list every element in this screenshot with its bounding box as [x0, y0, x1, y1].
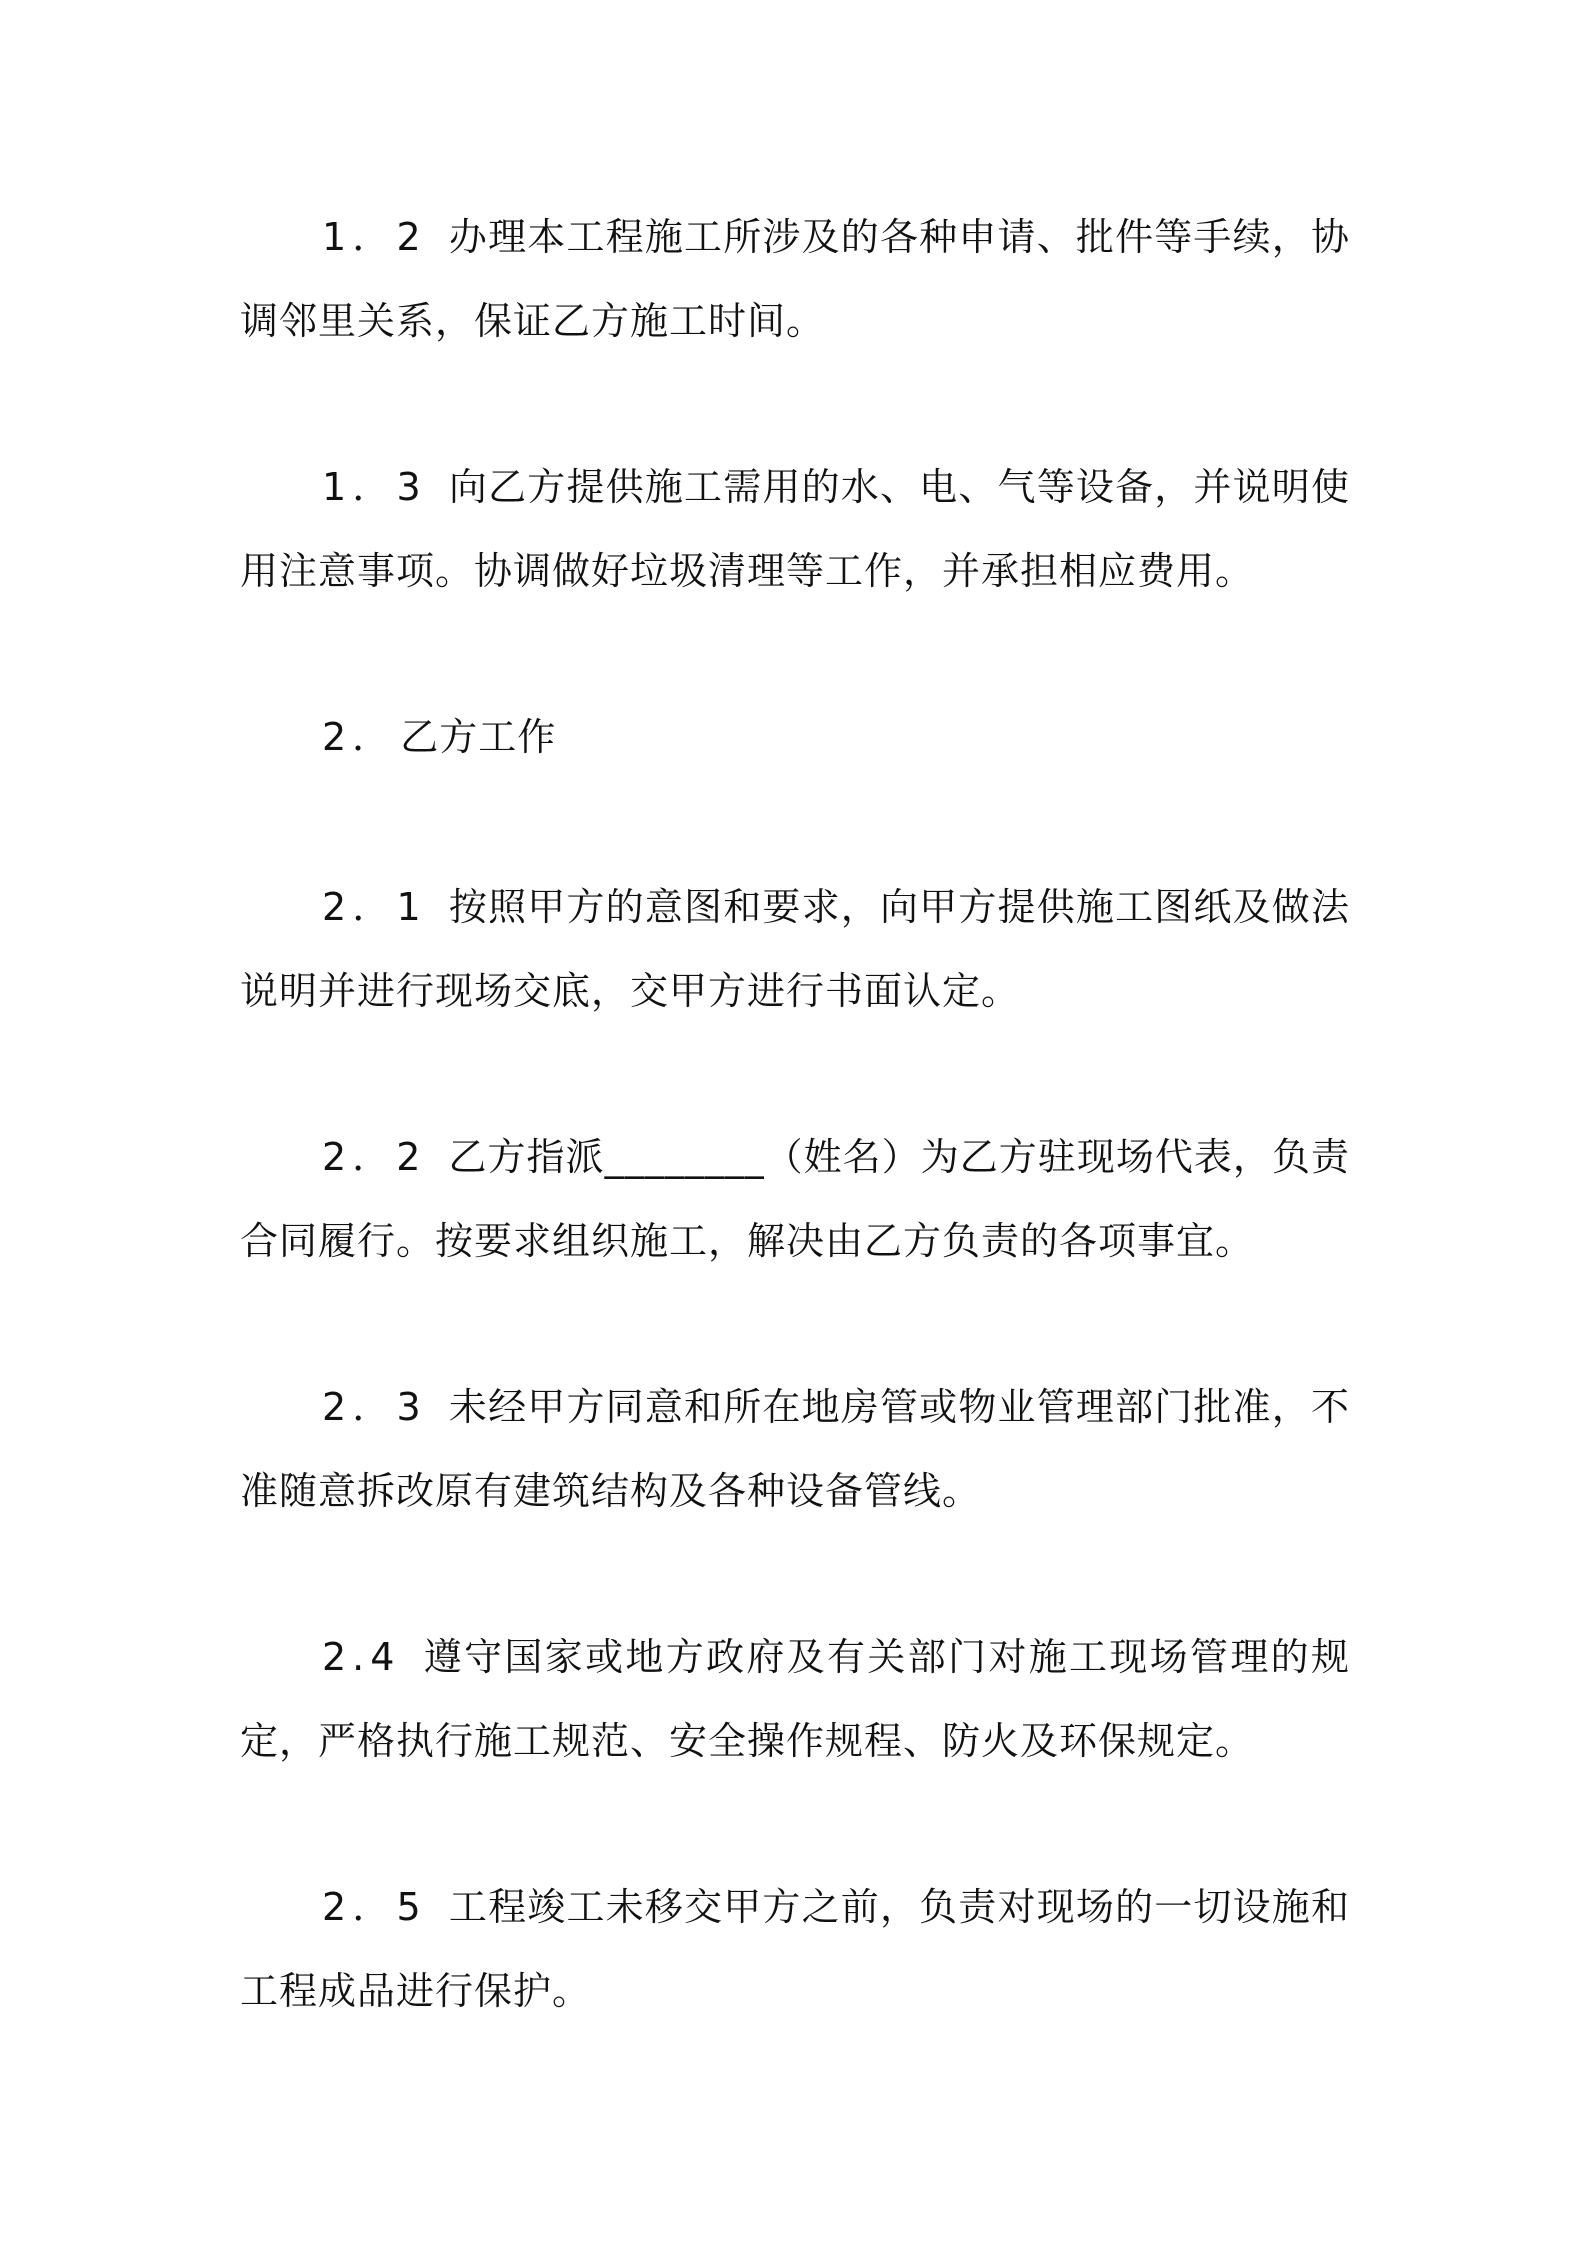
clause-number: 1．2	[322, 215, 427, 259]
section-number: 2．	[322, 715, 397, 759]
clause-number: 2．3	[322, 1385, 427, 1429]
clause-text: 工程竣工未移交甲方之前，负责对现场的一切设施和工程成品进行保护。	[240, 1885, 1350, 2013]
clause-number: 2.4	[322, 1635, 401, 1679]
clause-text: 未经甲方同意和所在地房管或物业管理部门批准，不准随意拆改原有建筑结构及各种设备管线。	[240, 1385, 1350, 1513]
clause-text: 遵守国家或地方政府及有关部门对施工现场管理的规定，严格执行施工规范、安全操作规程、防火及环保规定。	[240, 1635, 1350, 1763]
clause-text: 向乙方提供施工需用的水、电、气等设备，并说明使用注意事项。协调做好垃圾清理等工作，并承担相应费用。	[240, 465, 1350, 593]
clause-number: 2．1	[322, 885, 427, 929]
clause-number: 2．2	[322, 1135, 427, 1179]
clause-number: 1．3	[322, 465, 427, 509]
clause-2-3	[240, 1365, 1350, 1533]
clause-2-1	[240, 865, 1350, 1033]
clause-1-2	[240, 195, 1350, 363]
clause-text: 按照甲方的意图和要求，向甲方提供施工图纸及做法说明并进行现场交底，交甲方进行书面认定。	[240, 885, 1350, 1013]
clause-text: 办理本工程施工所涉及的各种申请、批件等手续，协调邻里关系，保证乙方施工时间。	[240, 215, 1350, 343]
section-title: 乙方工作	[400, 715, 557, 759]
section-2-heading	[240, 695, 1350, 779]
clause-2-2	[240, 1115, 1350, 1283]
clause-2-5	[240, 1865, 1350, 2033]
clause-1-3	[240, 445, 1350, 613]
clause-text: 乙方指派________（姓名）为乙方驻现场代表，负责合同履行。按要求组织施工，解决由乙方负责的各项事宜。	[240, 1135, 1350, 1263]
clause-number: 2．5	[322, 1885, 427, 1929]
clause-2-4	[240, 1615, 1350, 1783]
